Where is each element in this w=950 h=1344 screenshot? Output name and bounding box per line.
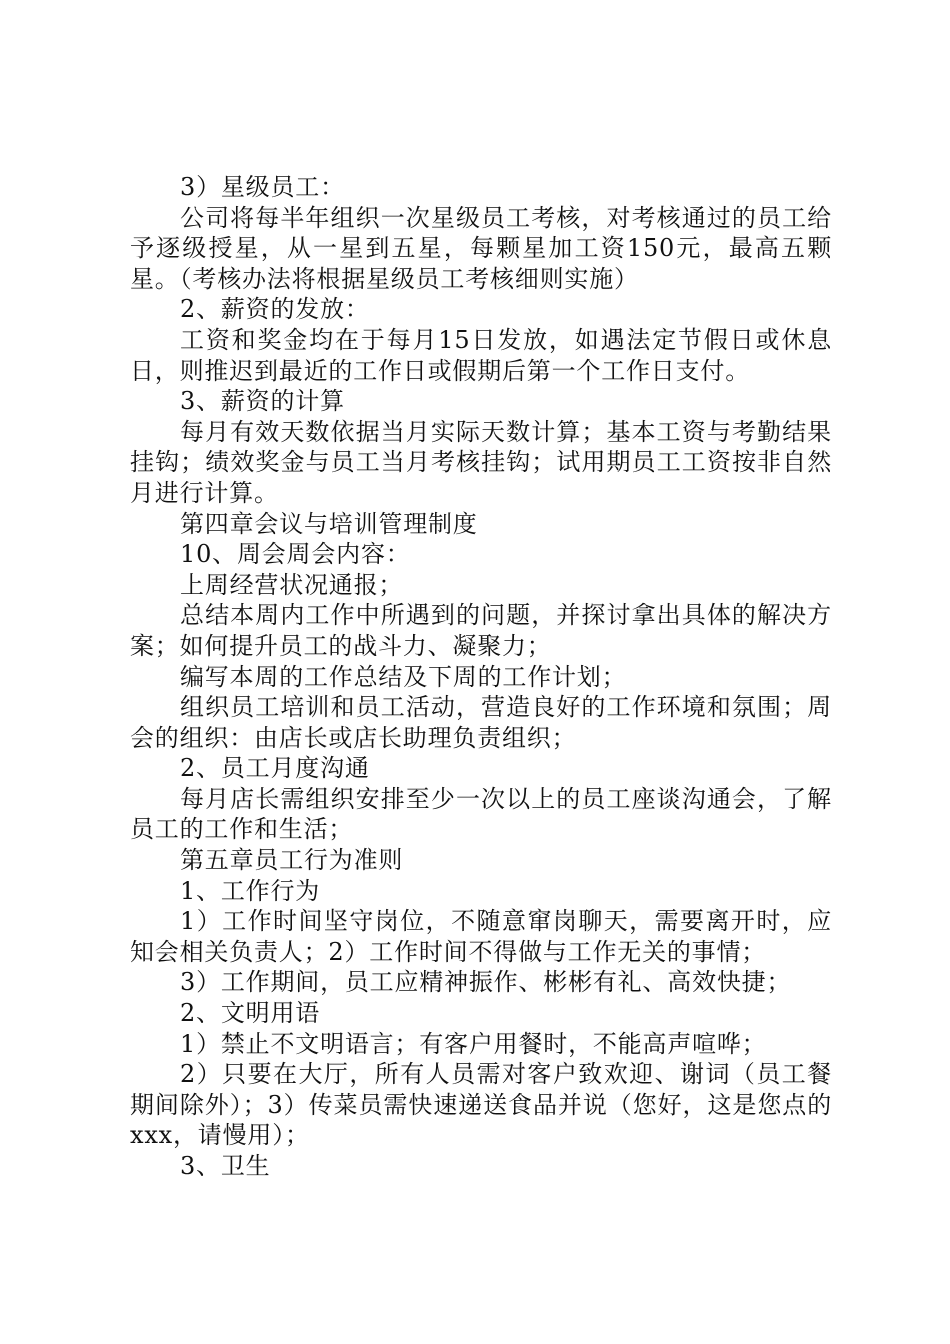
paragraph-star-employee-body: 公司将每半年组织一次星级员工考核，对考核通过的员工给予逐级授星，从一星到五星，每颗星加工资150元，最高五颗星。（考核办法将根据星级员工考核细则实施） — [130, 203, 832, 293]
paragraph-salary-calculation-heading: 3、薪资的计算 — [180, 387, 345, 416]
paragraph-work-conduct-rule-1-2: 1）工作时间坚守岗位，不随意窜岗聊天，需要离开时，应知会相关负责人；2）工作时间不得做与工作无关的事情； — [130, 907, 832, 966]
paragraph-weekly-meeting-item-2: 总结本周内工作中所遇到的问题，并探讨拿出具体的解决方案；如何提升员工的战斗力、凝聚力； — [130, 601, 832, 660]
paragraph-salary-payment-body: 工资和奖金均在于每月15日发放，如遇法定节假日或休息日，则推迟到最近的工作日或假期后第一个工作日支付。 — [130, 325, 832, 385]
paragraph-civil-language-heading: 2、文明用语 — [180, 999, 321, 1028]
paragraph-weekly-meeting-item-3: 编写本周的工作总结及下周的工作计划； — [180, 662, 627, 691]
paragraph-hygiene-heading: 3、卫生 — [180, 1152, 271, 1180]
chapter-five-title: 第五章员工行为准则 — [180, 846, 404, 875]
paragraph-work-conduct-rule-3: 3）工作期间，员工应精神振作、彬彬有礼、高效快捷； — [180, 968, 792, 997]
paragraph-weekly-meeting-heading: 10、周会周会内容： — [180, 540, 411, 569]
document-body — [130, 172, 832, 1182]
paragraph-monthly-communication-heading: 2、员工月度沟通 — [180, 754, 370, 783]
paragraph-weekly-meeting-item-1: 上周经营状况通报； — [180, 570, 404, 599]
paragraph-salary-payment-heading: 2、薪资的发放： — [180, 295, 370, 324]
chapter-four-title: 第四章会议与培训管理制度 — [180, 509, 478, 538]
paragraph-civil-language-rule-1: 1）禁止不文明语言；有客户用餐时，不能高声喧哗； — [180, 1029, 767, 1058]
paragraph-weekly-meeting-item-4: 组织员工培训和员工活动，营造良好的工作环境和氛围；周会的组织：由店长或店长助理负责组织； — [130, 693, 832, 752]
paragraph-monthly-communication-body: 每月店长需组织安排至少一次以上的员工座谈沟通会，了解员工的工作和生活； — [130, 784, 832, 844]
paragraph-work-conduct-heading: 1、工作行为 — [180, 876, 321, 905]
paragraph-salary-calculation-body: 每月有效天数依据当月实际天数计算；基本工资与考勤结果挂钩；绩效奖金与员工当月考核挂钩；试用期员工工资按非自然月进行计算。 — [130, 417, 832, 507]
paragraph-star-employee-heading: 3）星级员工： — [180, 173, 345, 201]
paragraph-civil-language-rule-2-3: 2）只要在大厅，所有人员需对客户致欢迎、谢词（员工餐期间除外）；3）传菜员需快速递送食品并说（您好，这是您点的xxx，请慢用）； — [130, 1060, 832, 1150]
